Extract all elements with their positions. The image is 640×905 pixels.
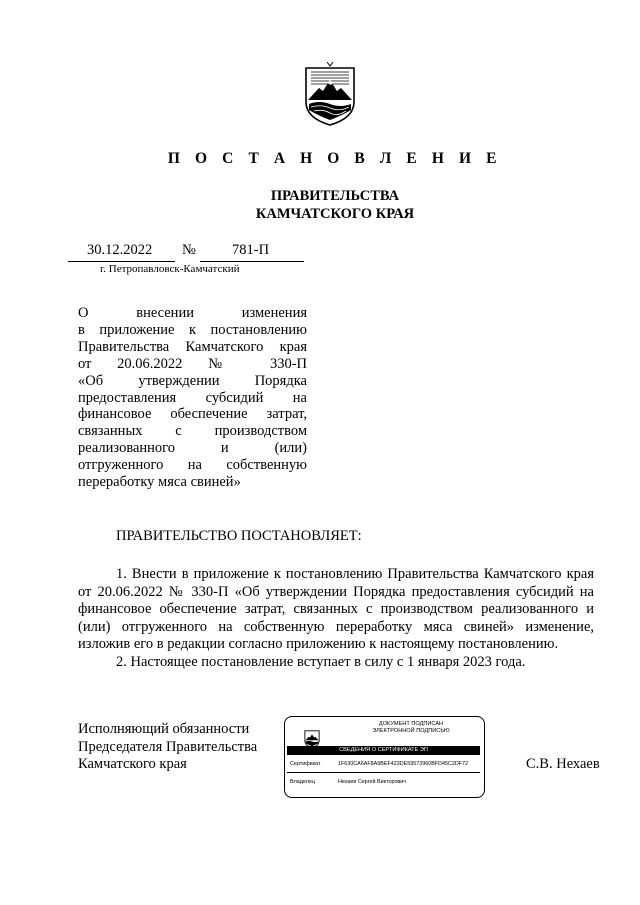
signer-title-line: Исполняющий обязанности xyxy=(78,721,250,737)
issuer-line: ПРАВИТЕЛЬСТВА xyxy=(270,188,400,204)
subject-line: Правительства Камчатского края xyxy=(78,338,307,355)
signer-name: С.В. Нехаев xyxy=(526,756,600,772)
signer-title-line: Камчатского края xyxy=(78,756,187,772)
subject-line: финансовое обеспечение затрат, xyxy=(78,406,307,423)
document-type-title: П О С Т А Н О В Л Е Н И Е xyxy=(167,150,503,167)
signer-title-line: Председателя Правительства xyxy=(78,738,258,755)
document-body xyxy=(78,566,594,671)
signer-title xyxy=(78,721,257,774)
paragraph: 2. Настоящее постановление вступает в силу с 1 января 2023 года. xyxy=(116,653,526,670)
owner-label: Владелец xyxy=(290,779,315,785)
cert-label: Сертификат xyxy=(290,761,321,767)
stamp-title xyxy=(347,721,475,735)
subject-line: О внесении изменения xyxy=(78,305,307,321)
stamp-divider xyxy=(287,772,480,773)
date-underline xyxy=(68,261,175,262)
decree-heading: ПРАВИТЕЛЬСТВО ПОСТАНОВЛЯЕТ: xyxy=(116,528,362,544)
subject-line: предоставления субсидий на xyxy=(78,389,307,406)
stamp-owner-row xyxy=(287,775,480,789)
owner-value: Нехаев Сергей Викторович xyxy=(338,779,407,785)
coat-of-arms-icon xyxy=(301,62,359,126)
electronic-signature-stamp xyxy=(284,716,485,798)
issuing-authority xyxy=(0,187,640,223)
paragraph: 1. Внести в приложение к постановлению Правительства Камчатского края от 20.06.2022 № 330-П «Об утверждении Порядка предоставления субсидий на финансовое обеспечение затрат, связанных с производством реализованного и (или) отгруженного на собственную переработку мяса свиней» изменение, изложив его в редакции согласно приложению к настоящему постановлению. xyxy=(78,566,594,652)
stamp-cert-row xyxy=(287,757,480,771)
subject-line: переработку мяса свиней» xyxy=(78,474,241,491)
document-subject xyxy=(78,305,307,491)
subject-line: реализованного и (или) xyxy=(78,440,307,457)
document-city: г. Петропавловск-Камчатский xyxy=(100,263,240,275)
number-sign: № xyxy=(182,242,196,258)
cert-value: 1F630CA6AF8A9BEF423DE59573960BFD45C2DF72 xyxy=(338,761,469,767)
subject-line: от 20.06.2022 № 330-П xyxy=(78,355,307,372)
issuer-line: КАМЧАТСКОГО КРАЯ xyxy=(255,206,415,222)
stamp-title-line: ЭЛЕКТРОННОЙ ПОДПИСЬЮ xyxy=(372,728,450,734)
number-underline xyxy=(200,261,304,262)
document-number: 781-П xyxy=(232,242,270,258)
subject-line: «Об утверждении Порядка xyxy=(78,372,307,389)
subject-line: в приложение к постановлению xyxy=(78,321,307,338)
stamp-title-line: ДОКУМЕНТ ПОДПИСАН xyxy=(378,721,444,727)
stamp-cert-header: СВЕДЕНИЯ О СЕРТИФИКАТЕ ЭП xyxy=(287,746,480,755)
document-date: 30.12.2022 xyxy=(87,242,153,258)
subject-line: отгруженного на собственную xyxy=(78,457,307,474)
subject-line: связанных с производством xyxy=(78,423,307,440)
